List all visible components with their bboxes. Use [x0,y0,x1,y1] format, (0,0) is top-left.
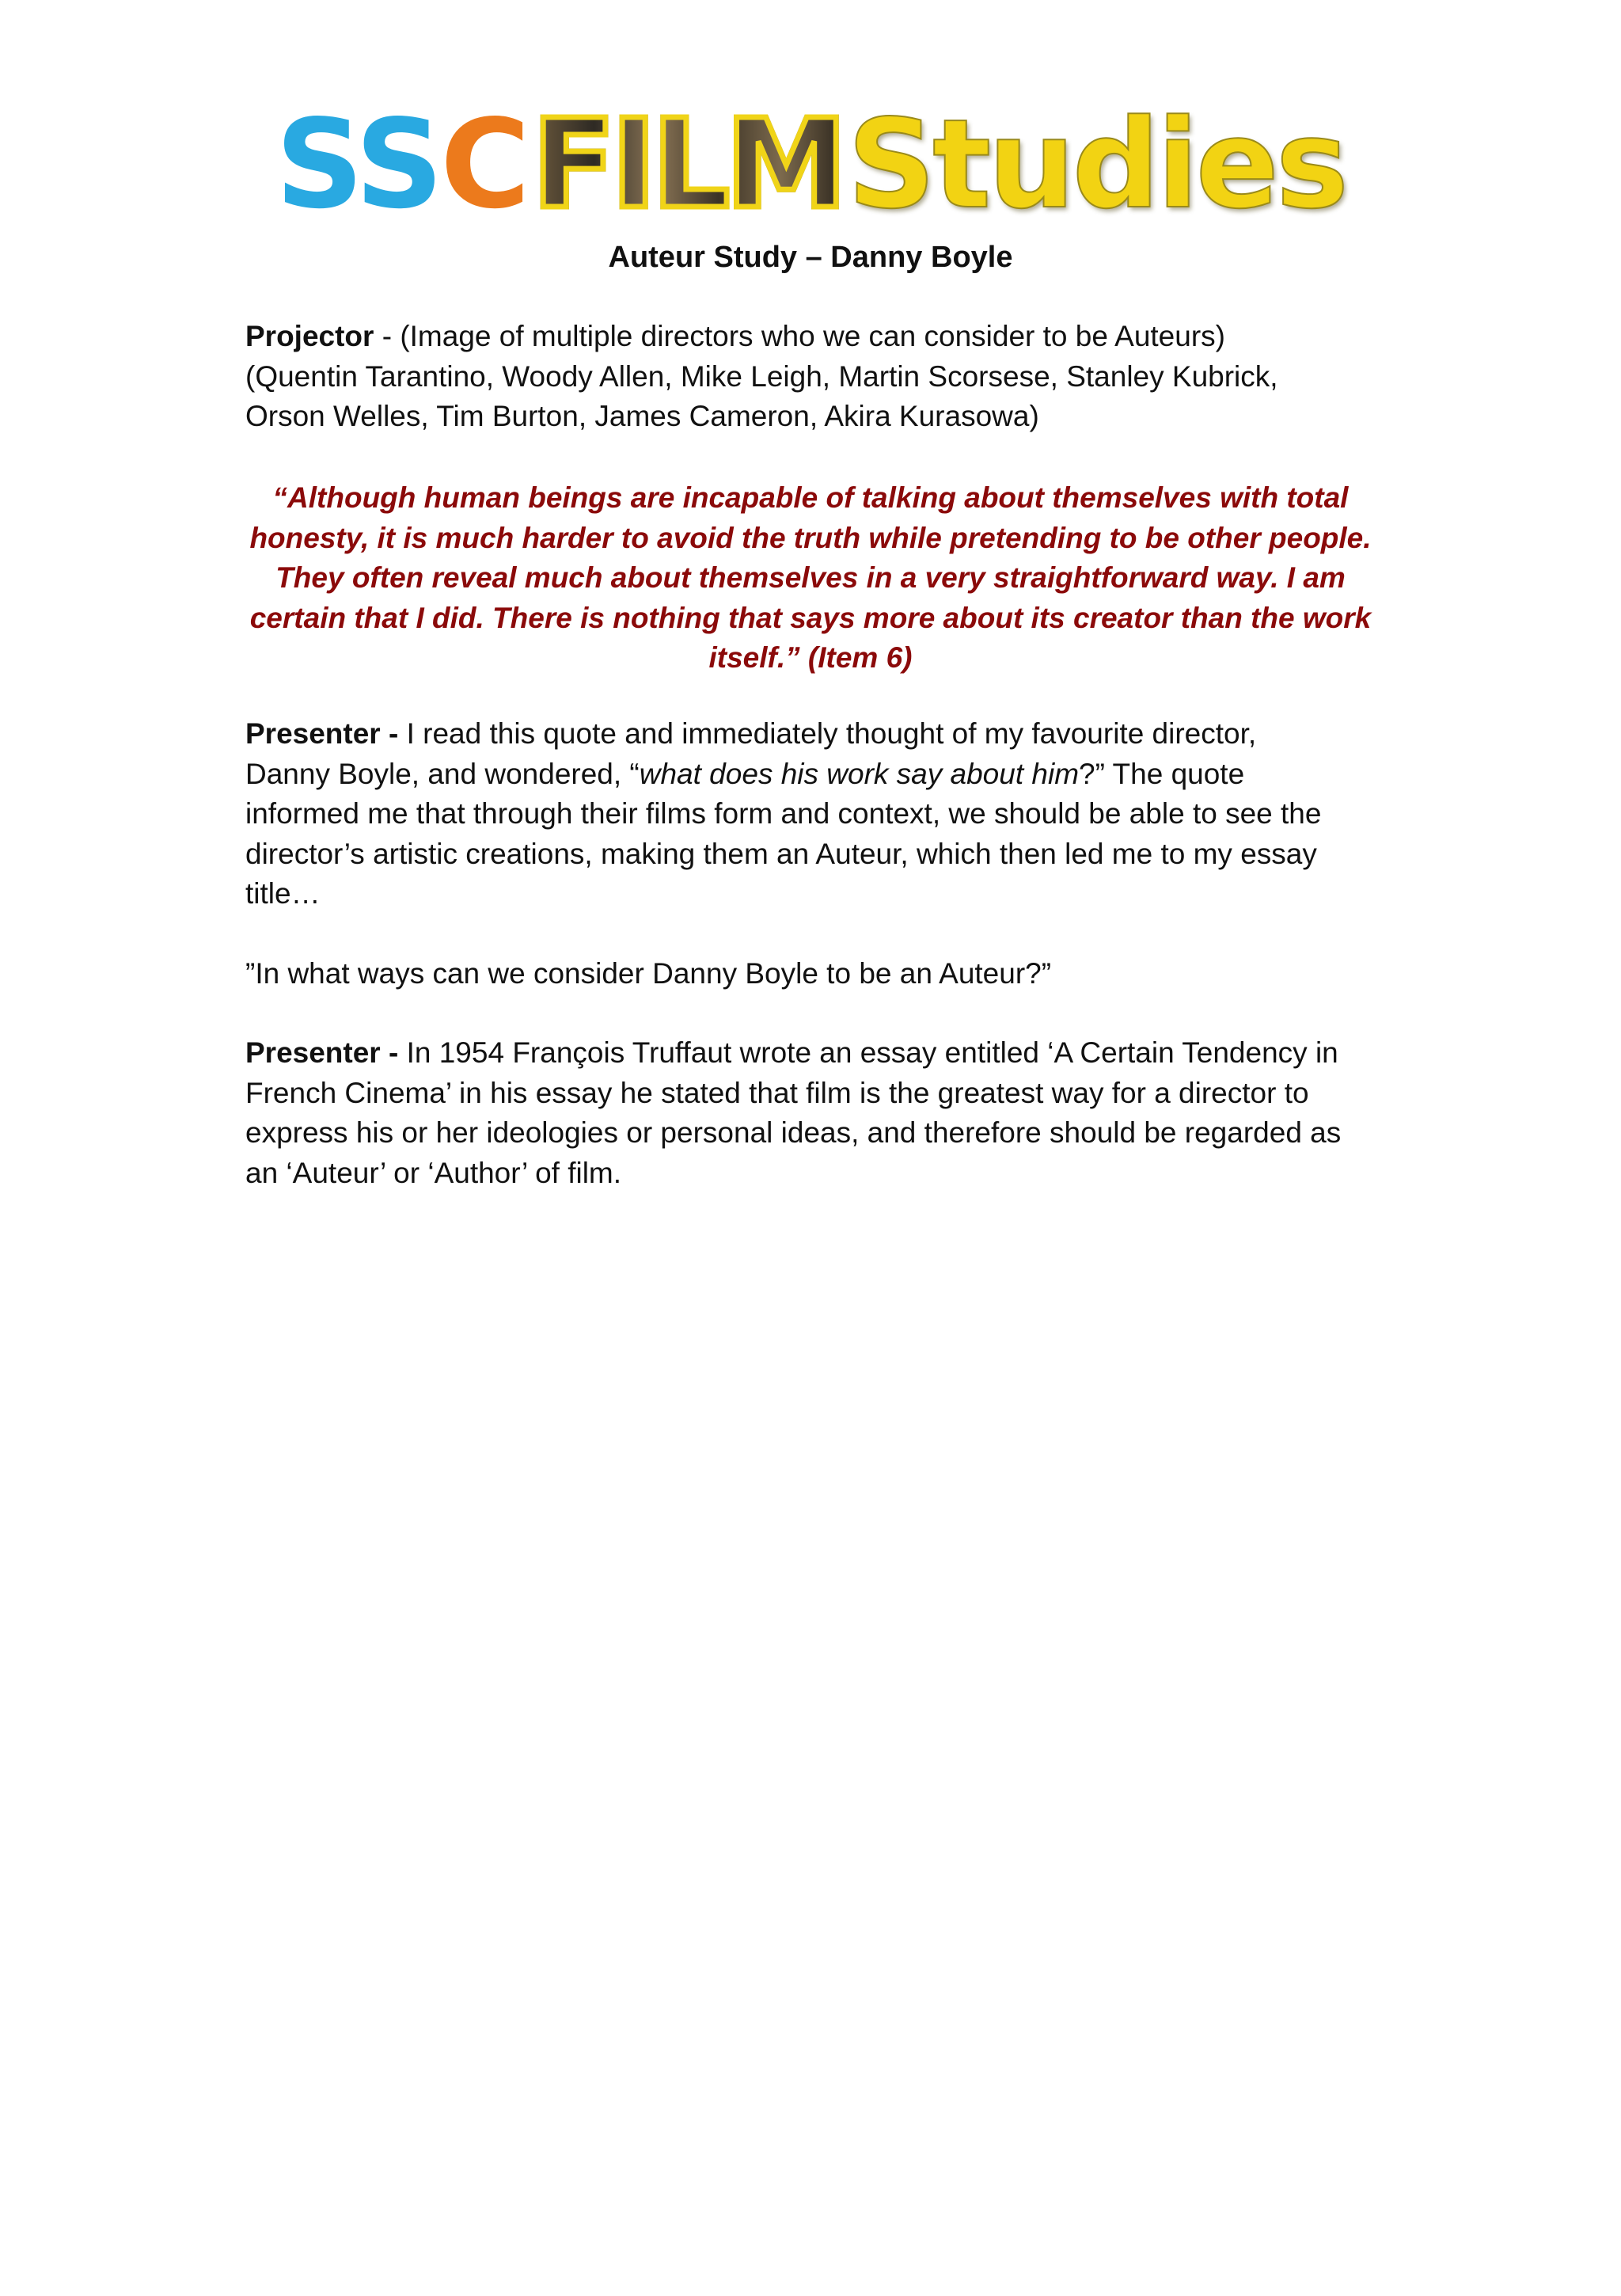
quote-line-3: They often reveal much about themselves in a very straightforward way. I am [275,561,1346,594]
ssc-film-studies-logo [0,93,1621,236]
presenter-paragraph-1 [245,714,1401,914]
logo-ss: SS [275,93,441,236]
quote-line-4: certain that I did. There is nothing that says more about its creator than the work [249,601,1372,634]
projector-label: Projector [245,320,374,352]
presenter1-line-1 [245,714,1401,755]
presenter1-text-2c: ?” The quote [1079,757,1245,790]
presenter1-line-4: director’s artistic creations, making them an Auteur, which then led me to my essay [245,837,1317,870]
presenter2-text-1: In 1954 François Truffaut wrote an essay entitled ‘A Certain Tendency in [406,1036,1338,1069]
presenter-paragraph-2 [245,1033,1401,1193]
essay-title: ”In what ways can we consider Danny Boyle to be an Auteur?” [245,957,1052,990]
presenter1-line-3: informed me that through their films form and context, we should be able to see the [245,797,1322,830]
projector-line-1 [245,317,1401,357]
presenter2-line-3: express his or her ideologies or personal ideas, and therefore should be regarded as [245,1116,1342,1149]
logo-c: C [440,93,527,236]
presenter2-label: Presenter - [245,1036,407,1069]
projector-text-1: - (Image of multiple directors who we can consider to be Auteurs) [374,320,1225,352]
projector-paragraph [245,317,1401,437]
quote-line-5: itself.” (Item 6) [708,641,913,674]
projector-line-2: (Quentin Tarantino, Woody Allen, Mike Leigh, Martin Scorsese, Stanley Kubrick, [245,359,1278,393]
logo-studies: Studies [847,93,1346,236]
presenter1-line-2 [245,755,1401,795]
quote-line-2: honesty, it is much harder to avoid the truth while pretending to be other people. [249,521,1372,554]
presenter1-line-5: title… [245,877,321,910]
logo-film: FILM [531,93,843,236]
presenter2-line-1 [245,1033,1401,1074]
presenter2-line-2: French Cinema’ in his essay he stated that film is the greatest way for a director to [245,1076,1309,1109]
presenter2-line-4: an ‘Auteur’ or ‘Author’ of film. [245,1156,622,1189]
presenter1-label: Presenter - [245,717,407,750]
presenter1-text-2b: what does his work say about him [639,757,1080,790]
quote-line-1: “Although human beings are incapable of talking about themselves with total [272,481,1349,514]
presenter1-text-1: I read this quote and immediately thought of my favourite director, [406,717,1257,750]
truffaut-quote [230,478,1391,679]
presenter1-text-2a: Danny Boyle, and wondered, “ [245,757,640,790]
projector-line-3: Orson Welles, Tim Burton, James Cameron, Akira Kurasowa) [245,400,1039,432]
page-title: Auteur Study – Danny Boyle [608,241,1013,274]
